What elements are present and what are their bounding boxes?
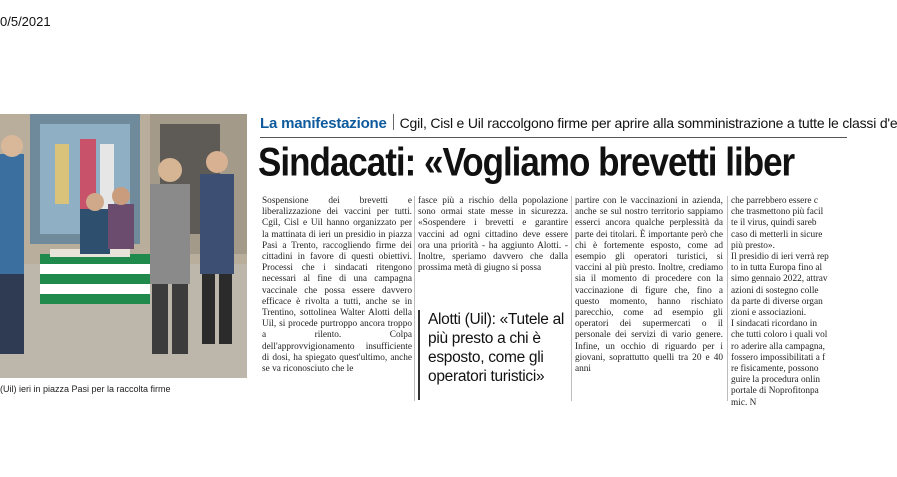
column-4-line: te il virus, quindi sareb: [731, 218, 817, 229]
photo-illustration: [0, 114, 247, 378]
article-subheading: Cgil, Cisl e Uil raccolgono firme per aprire alla somministrazione a tutte le classi d'e: [399, 115, 897, 131]
article-column-2: [418, 196, 568, 308]
photo-caption: (Uil) ieri in piazza Pasi per la raccolta firme: [0, 384, 171, 394]
column-4-line: da parte di diverse organ: [731, 296, 823, 307]
article-headline: Sindacati: «Vogliamo brevetti liber: [258, 140, 795, 185]
column-4-line: portale di Noprofitonpa: [731, 386, 819, 397]
pull-quote-text: Alotti (Uil): «Tutele al più presto a chi è esposto, come gli operatori turistici»: [428, 311, 565, 385]
column-divider: [414, 196, 415, 401]
column-4-line: I sindacati ricordano in: [731, 319, 817, 330]
column-4-line: azioni di sostegno colle: [731, 285, 819, 296]
column-2-text: fasce più a rischio della popolazione sono ormai state messe in sicurezza. «Sospendere i brevetti e garantire vaccini ad ogni cittadino deve essere ora una priorità - ha aggiunto Alotti. - Inoltre, speriamo davvero che dalla prossima metà di giugno si possa: [418, 196, 568, 274]
column-4-line: Il presidio di ieri verrà rep: [731, 252, 829, 263]
column-4-line: che tutti coloro i quali vol: [731, 330, 828, 341]
column-4-line: zioni e associazioni.: [731, 308, 807, 319]
column-4-line: caso di metterli in sicure: [731, 229, 823, 240]
column-4-line: re fisicamente, possono: [731, 364, 819, 375]
column-4-line: fossero impossibilitati a f: [731, 352, 826, 363]
column-4-line: più presto».: [731, 240, 775, 251]
column-4-line: guire la procedura onlin: [731, 375, 821, 386]
column-4-line: mic. N: [731, 397, 757, 408]
article-column-3: [575, 196, 723, 375]
column-4-line: simo gennaio 2022, attrav: [731, 274, 828, 285]
column-4-line: che parrebbero essere c: [731, 196, 818, 206]
column-4-line: to in tutta Europa fino al: [731, 263, 823, 274]
headline-rule: [260, 137, 847, 138]
article-kicker: La manifestazione: [260, 115, 387, 132]
pull-quote: [418, 310, 568, 402]
column-4-line: che trasmettono più facil: [731, 207, 824, 218]
article-kicker-row: [260, 114, 897, 136]
column-1-text: Sospensione dei brevetti e liberalizzazione dei vaccini per tutti. Cgil, Cisl e Uil hanno organizzato per la mattinata di ieri un presidio in piazza Pasi a Trento, raccogliendo firme dei cittadini in favore di questi obiettivi. Processi che i sindacati ritengono necessari al fine di una campagna vaccinale che possa essere davvero efficace è rivolta a tutti, anche se in Trentino, sottolinea Walter Alotti della Uil, si procede purtroppo ancora troppo a rilento. Colpa dell'approvvigionamento insufficiente di dosi, ha spiegato quest'ultimo, anche se va riconosciuto che le: [262, 196, 412, 375]
article-column-1: [262, 196, 412, 375]
pull-quote-bar: [418, 310, 420, 400]
column-divider: [727, 196, 728, 401]
clipping-date: 0/5/2021: [0, 14, 51, 29]
column-4-line: ro aderire alla campagna,: [731, 341, 825, 352]
column-3-text: partire con le vaccinazioni in azienda, anche se sul nostro territorio sappiamo esserci ancora qualche perplessità da parte dei titolari. È importante però che chi è fortemente esposto, come ad esempio gli operatori turistici, si vaccini al più presto. Inoltre, crediamo sia il momento di procedere con la vaccinazione di figure che, fino a questo momento, hanno rischiato parecchio, come ad esempio gli operatori dei supermercati o il personale dei servizi di vario genere. Infine, un occhio di riguardo per i giovani, soprattutto quelli tra 20 e 40 anni: [575, 196, 723, 375]
kicker-divider: [393, 114, 394, 130]
column-divider: [571, 196, 572, 401]
article-column-4: [731, 196, 847, 409]
article-photo: [0, 114, 247, 378]
